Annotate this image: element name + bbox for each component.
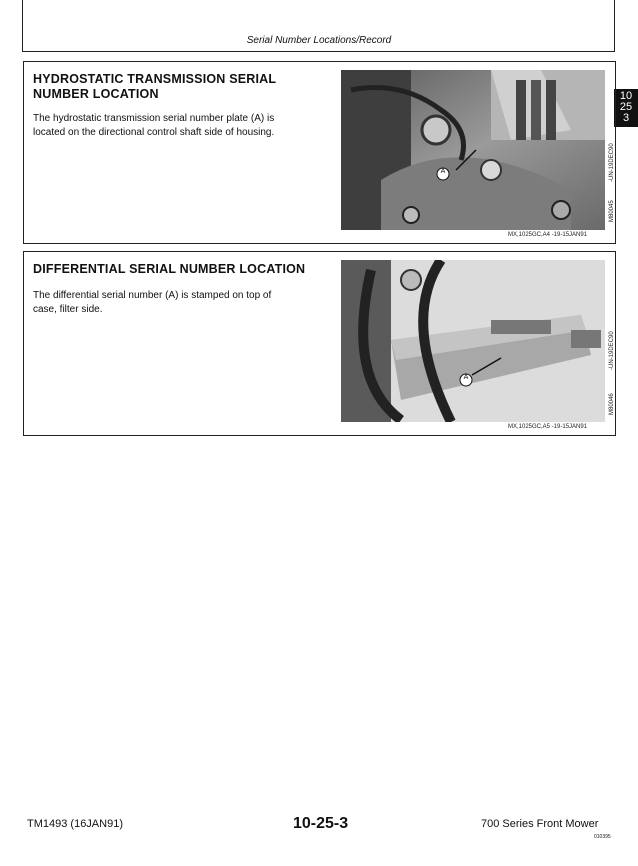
footer-product-name: 700 Series Front Mower bbox=[481, 818, 599, 830]
footer-code: 010395 bbox=[594, 834, 611, 840]
differential-photo-art bbox=[341, 260, 605, 422]
transmission-photo bbox=[341, 70, 605, 230]
tab-line-1: 10 bbox=[619, 90, 633, 102]
differential-photo bbox=[341, 260, 605, 422]
body-line: case, filter side. bbox=[33, 304, 103, 315]
callout-a-label: A bbox=[440, 168, 446, 175]
body-line: The differential serial number (A) is stamped on top of bbox=[33, 290, 272, 301]
tab-line-2: 25 bbox=[619, 101, 633, 113]
section-body bbox=[33, 289, 333, 317]
header-rule-bottom bbox=[22, 51, 615, 52]
photo-code-top: -UN-19DEC90 bbox=[609, 143, 615, 182]
photo-code-bottom: M80046 bbox=[609, 393, 615, 415]
photo-code-top: -UN-19DEC90 bbox=[609, 331, 615, 370]
footer-manual-id: TM1493 (16JAN91) bbox=[27, 818, 123, 830]
tab-line-3: 3 bbox=[622, 112, 630, 124]
section-body bbox=[33, 112, 333, 140]
body-line: The hydrostatic transmission serial number plate (A) is bbox=[33, 113, 275, 124]
transmission-photo-art bbox=[341, 70, 605, 230]
section-title-line: HYDROSTATIC TRANSMISSION SERIAL bbox=[33, 72, 277, 86]
photo-caption: MX,1025GC,A4 -19-15JAN91 bbox=[508, 232, 588, 238]
body-line: located on the directional control shaft side of housing. bbox=[33, 127, 275, 138]
page-header-title: Serial Number Locations/Record bbox=[246, 35, 392, 46]
photo-caption: MX,1025GC,A5 -19-15JAN91 bbox=[508, 424, 588, 430]
footer-page-number: 10-25-3 bbox=[293, 815, 349, 832]
section-title-line: NUMBER LOCATION bbox=[33, 87, 159, 101]
section-hydrostatic bbox=[23, 61, 616, 244]
callout-a-label: A bbox=[463, 374, 469, 381]
section-title: DIFFERENTIAL SERIAL NUMBER LOCATION bbox=[33, 262, 306, 276]
section-differential bbox=[23, 251, 616, 436]
photo-code-bottom: M80045 bbox=[609, 200, 615, 222]
section-tab bbox=[614, 89, 638, 127]
section-title bbox=[33, 72, 333, 102]
